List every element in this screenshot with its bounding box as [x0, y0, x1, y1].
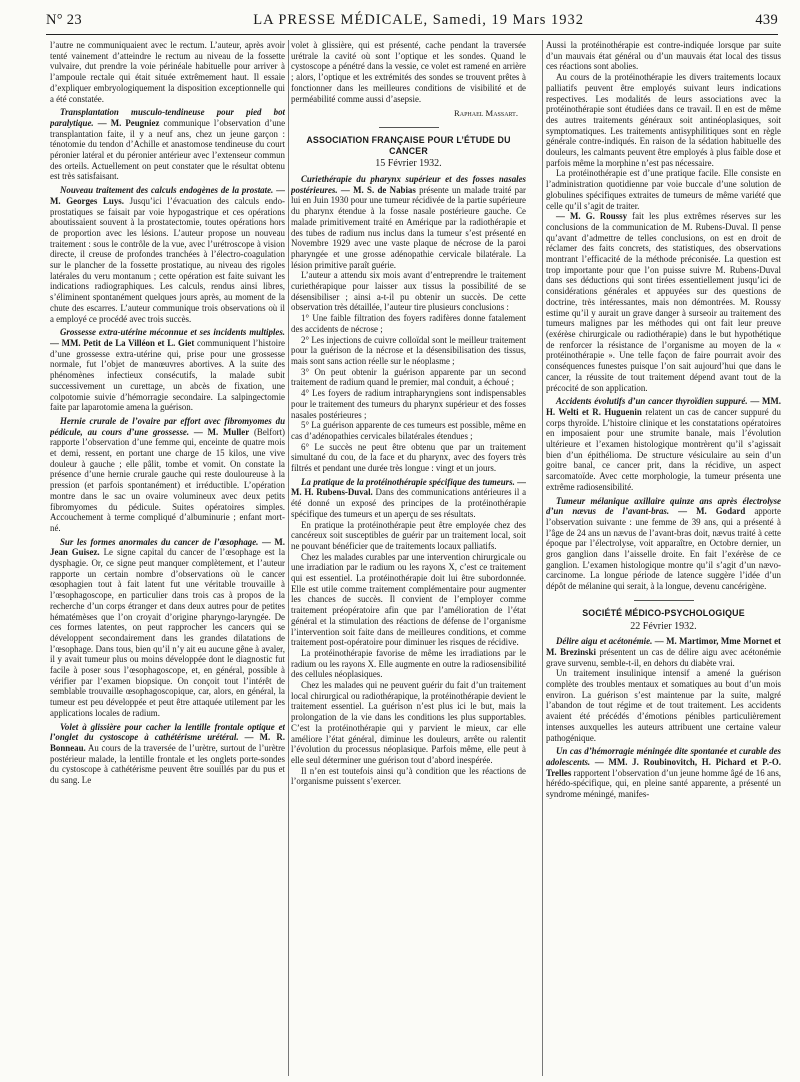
- article: [50, 185, 285, 324]
- article-text: communique l’observation d’une transplantation faite, il y a neuf ans, chez un jeune garçon : ténotomie du tendon d’Achille et anastomose tendineuse du court péronier latéral et du péronier antérieur avec l’extenseur commun des orteils. Actuellement on peut constater que le résultat obtenu est très satisfaisant.: [50, 117, 285, 182]
- conclusion-item: 6° Le succès ne peut être obtenu que par un traitement simultané du cou, de la face et du pharynx, avec des foyers très filtrés et pendant une durée très longue : vingt et un jours.: [291, 441, 526, 474]
- article-text: Au cours de la traversée de l’urètre, surtout de l’urètre postérieur malade, la lentille frontale et les onglets porte-sondes du cystoscope à cathétérisme peuvent être souillés par du pus et du sang. Le: [50, 743, 285, 786]
- article-text: relatent un cas de cancer suppuré du corps thyroïde. L’histoire clinique et les constatations opératoires en imposaient pour une strumite banale, mais l’évolution ultérieure et l’examen histologique montrèrent qu’il s’agissait bien d’un épithélioma. De structure vésiculaire au sein d’un goitre banal, ce cancer prit, dans la récidive, un aspect sarcomatoïde. Avec cette morphologie, la tumeur présenta une extrême radiosensibilité.: [546, 406, 781, 492]
- article-title: La pratique de la protéinothérapie spécifique des tumeurs.: [301, 476, 515, 487]
- article-author: — M. Georges Luys.: [50, 185, 285, 206]
- column-2: [291, 40, 526, 1076]
- paragraph: La protéinothérapie favorise de même les irradiations par le radium ou les rayons X. Elle augmente en outre la radiosensibilité des cellules néoplasiques.: [291, 647, 526, 680]
- article-author: — M. Martimor, Mme Mornet et M. Brezinski: [546, 636, 781, 657]
- section-heading: SOCIÉTÉ MÉDICO-PSYCHOLOGIQUE: [582, 607, 745, 619]
- conclusion-item: 4° Les foyers de radium intrapharyngiens sont indispensables pour le traitement des tumeurs du pharynx supérieur et des fosses nasales postérieures ;: [291, 388, 526, 420]
- article-title: Volet à glissière pour cacher la lentille frontale optique et l’onglet du cystoscope à cathétérisme urétéral.: [50, 721, 285, 743]
- conclusion-item: 1° Une faible filtration des foyers radifères donne fatalement des accidents de nécrose ;: [291, 313, 526, 334]
- article-author: — M. Muller: [193, 426, 250, 437]
- column-1: [50, 40, 285, 1076]
- conclusion-item: 2° Les injections de cuivre colloïdal sont le meilleur traitement pour la guérison de la nécrose et la désensibilisation des tissus, mais sont sans action réelle sur le néoplasme ;: [291, 334, 526, 366]
- article-title: Grossesse extra-utérine méconnue et ses incidents multiples.: [60, 327, 285, 338]
- article: [50, 537, 285, 719]
- session-date: 22 Février 1932.: [630, 620, 697, 632]
- paragraph: L’auteur a attendu six mois avant d’entreprendre le traitement curiethérapique pour laisser aux tissus la possibilité de se désensibiliser ; ainsi a-t-il pu obtenir un succès. De cette observation très détaillée, l’auteur tire plusieurs conclusions :: [291, 270, 526, 313]
- journal-title: LA PRESSE MÉDICALE, Samedi, 19 Mars 1932: [253, 11, 585, 28]
- section-rule: [379, 127, 439, 128]
- article-author: — M. R. Bonneau.: [50, 732, 285, 753]
- paragraph: En pratique la protéinothérapie peut être employée chez des cancéreux soit susceptibles de guérir par un traitement local, soit ne pouvant bénéficier que de traitements locaux palliatifs.: [291, 519, 526, 551]
- paragraph: l’autre ne communiquaient avec le rectum. L’auteur, après avoir tenté vainement d’atteindre le rectum au niveau de la fossette vulvaire, dut prendre la voie périnéale habituelle pour arriver à l’ampoule rectale qui était située extrêmement haut. Il essaie d’expliquer embryologiquement la disposition exceptionnelle qui a été constatée.: [50, 40, 285, 104]
- article: [50, 722, 285, 786]
- article-author: — M. Peugniez: [97, 117, 160, 128]
- article-text: communiquent l’histoire d’une grossesse extra-utérine qui, prise pour une grossesse normale, fut l’objet de manœuvres abortives. A la suite des phénomènes infectieux consécutifs, la malade subit successivement un curettage, un abcès de fixation, une colpotomie suivie d’hémorragie secondaire. La salpingectomie faite par laparotomie amena la guérison.: [50, 337, 285, 413]
- column-divider: [542, 40, 543, 1076]
- article-title: Nouveau traitement des calculs endogènes de la prostate.: [60, 185, 274, 196]
- article-text: fait les plus extrêmes réserves sur les conclusions de la communication de M. Rubens-Duval. Il pense qu’avant d’admettre de telles conclusions, on est en droit de réclamer des faits concrets, des statistiques, des observations montrant l’efficacité de la méthode préconisée. La question est trop importante pour que l’on puisse suivre M. Rubens-Duval dans ses déductions qui sont tirées essentiellement jusqu’ici de considérations générales et appuyées sur des questions de doctrine, très intéressantes, mais non démontrées. M. Roussy estime qu’il y aurait un grave danger à surseoir au traitement des tumeurs malignes par les méthodes qui ont fait leur preuve (exérèse chirurgicale ou radiothérapie) dans le but hypothétique de renforcer la résistance de l’organisme au moyen de la « protéinothérapie ». Une telle façon de faire pourrait avoir des conséquences funestes puisque l’on sait aujourd’hui que dans le cancer, la réussite de tout traitement dépend avant tout de la précocité de son application.: [546, 211, 781, 393]
- article: [546, 211, 781, 393]
- paragraph: La protéinothérapie est d’une pratique facile. Elle consiste en l’administration quotidienne par voie buccale d’une solution de globulines spécifiques extraites de tumeurs de même variété que celle qu’il s’agit de traiter.: [546, 168, 781, 211]
- section-heading: ASSOCIATION FRANÇAISE POUR L’ÉTUDE DU CANCER: [306, 134, 511, 157]
- article: [546, 636, 781, 668]
- session-date: 15 Février 1932.: [375, 158, 442, 170]
- article-text: (Belfort) rapporte l’observation d’une femme qui, enceinte de quatre mois et demi, ressent, en portant une charge de 15 kilos, une vive douleur à gauche ; elle pâlit, tombe et vomit. On constate la présence d’une hernie crurale gauche qui reste douloureuse à la pression (et parfois spontanément) et irréductible. L’opération montre dans le sac un ovaire volumineux avec deux petits fibromyomes du pédicule. Suites opératoires simples. Accouchement à terme compliqué d’albuminurie ; enfant mort-né.: [50, 426, 285, 533]
- paragraph: Aussi la protéinothérapie est contre-indiquée lorsque par suite d’un mauvais état général ou d’un mauvais état local des tissus ces réactions sont abolies.: [546, 40, 781, 72]
- article-author: — M. Godard: [678, 506, 746, 517]
- paragraph: Il n’en est toutefois ainsi qu’à condition que les réactions de l’organisme puissent s’exercer.: [291, 765, 526, 787]
- article-title: Tumeur mélanique axillaire quinze ans après électrolyse d’un nævus de l’avant-bras.: [546, 495, 781, 517]
- article-text: Le signe capital du cancer de l’œsophage est la dysphagie. Or, ce signe peut manquer complètement, et l’auteur rapporte un certain nombre d’observations où le cancer œsophagien tout à fait latent fut une véritable trouvaille à l’œsophagoscope, en particulier dans trois cas à propos de la recherche d’un corps étranger et dans deux autres pour de petites hématémèses que l’on croyait d’origine pharyngo-laryngée. De ces formes latentes, on peut rapprocher les cancers qui se développent secondairement dans les grandes dilatations de l’œsophage. Dans tous, bien qu’il n’y ait eu aucune gêne à avaler, il y avait tumeur plus ou moins développée dont le diagnostic fut facile à poser sous l’œsophagoscope, et, en général, possible à vérifier par l’examen biopsique. On conçoit tout l’intérêt de semblable trouvaille œsophagoscopique, car, alors, en général, la tumeur est peu développée et peut être attaquée utilement par les applications locales de radium.: [50, 547, 285, 718]
- article-title: Accidents évolutifs d’un cancer thyroïdien suppuré.: [556, 396, 748, 407]
- article-title: Délire aigu et acétonémie.: [556, 636, 653, 647]
- article: [50, 107, 285, 182]
- header-rule: [46, 34, 778, 35]
- article-title: Hernie crurale de l’ovaire par effort avec fibromyomes du pédicule, au cours d’une grossesse.: [50, 415, 285, 437]
- article: [291, 477, 526, 520]
- article: [291, 174, 526, 270]
- article-text: apporte l’observation suivante : une femme de 39 ans, qui a présenté à l’âge de 24 ans un nævus de l’avant-bras doit, nævus traité à cette époque par l’électrolyse, voit apparaître, en Octobre dernier, un gros ganglion dans l’aisselle droite. En fait l’exérèse de ce ganglion. L’examen histologique montre qu’il s’agit d’un nævo-carcinome. La longue période de latence suggère l’idée d’un dépôt de mélanine qui serait, à la longue, devenu cancérigène.: [546, 506, 781, 592]
- paragraph: Chez les malades qui ne peuvent guérir du fait d’un traitement local chirurgical ou radiothérapique, la protéinothérapie devient le traitement essentiel. La guérison n’est plus ici le but, mais la prolongation de la vie dans les conditions les plus supportables. C’est la protéinothérapie qui y parvient le mieux, car elle améliore l’état général, diminue les douleurs, arrête ou ralentit l’évolution du processus néoplasique. Parfois même, elle peut à elle seul déterminer une guérison tout d’abord inespérée.: [291, 680, 526, 765]
- article-title: Curiethérapie du pharynx supérieur et des fosses nasales postérieures.: [291, 174, 526, 195]
- article-title: Un cas d’hémorragie méningée dite spontanée et curable des adolescents.: [546, 746, 781, 767]
- article-text: présente un malade traité par lui en Juin 1930 pour une tumeur récidivée de la partie supérieure du pharynx étendue à la fosse nasale postérieure gauche. Ce malade primitivement traité en Amérique par la radiothérapie et des tubes de radium nus inclus dans la tumeur s’est présenté en Novembre 1929 avec une vaste plaque de nécrose de la paroi pharyngée et une grosse adénopathie cervicale bilatérale. La lésion primitive paraît guérie.: [291, 184, 526, 270]
- article: [50, 416, 285, 534]
- article-author: — MM. Petit de La Villéon et L. Giet: [50, 337, 195, 348]
- article-author: — M. H. Rubens-Duval.: [291, 476, 526, 498]
- conclusion-item: 5° La guérison apparente de ces tumeurs est possible, même en cas d’adénopathies cervicales bilatérales étendues ;: [291, 420, 526, 441]
- article-author: — MM. J. Roubinovitch, H. Pichard et P.-O. Trelles: [546, 757, 781, 778]
- signature: Raphael Massart.: [454, 108, 518, 119]
- article-author: — MM. H. Welti et R. Huguenin: [546, 396, 781, 417]
- paragraph: Chez les malades curables par une intervention chirurgicale ou une irradiation par le radium ou les rayons X, c’est ce traitement qui est essentiel. La protéinothérapie doit lui être subordonnée. Elle est utile comme traitement complémentaire pour augmenter les chances de succès. Il convient de l’employer comme traitement préopératoire afin que par l’amélioration de l’état général et la stimulation des réactions de défense de l’organisme l’intervention soit faite dans de meilleures conditions, et comme traitement post-opératoire pour diminuer les risques de récidive.: [291, 551, 526, 648]
- paragraph: Au cours de la protéinothérapie les divers traitements locaux palliatifs peuvent être employés suivant leurs indications respectives. Les modalités de leurs associations avec la protéinothérapie sont étudiées dans ce travail. Il en est de même des autres traitements généraux soit antinéoplasiques, soit symptomatiques. Les traitements antisyphilitiques sont en règle générale contre-indiqués. En raison de la sédation habituelle des douleurs, les calmants peuvent être employés à plus faible dose et parfois même la morphine n’est pas nécessaire.: [546, 72, 781, 168]
- article-text: Jusqu’ici l’évacuation des calculs endo-prostatiques se faisait par voie hypogastrique et ces opérations aboutissaient souvent à la prostatectomie, toutes opérations hors de proportion avec les lésions. L’auteur propose un nouveau traitement : sous le contrôle de la vue, avec l’urétroscope à vision directe, il creuse de profondes tranchées à l’électro-coagulation sur le plancher de la fossette prostatique, au niveau des rigoles latérales du veru montanum ; cette opération est faite suivant les indications radiographiques. Les calculs, rendus ainsi libres, s’éliminent spontanément quelques jours après, au moment de la chute des escarres. L’auteur communique trois observations où il a employé ce procédé avec trois succès.: [50, 195, 285, 324]
- article: [50, 327, 285, 413]
- article-author: — M. Jean Guisez.: [50, 536, 285, 558]
- section-rule: [634, 600, 694, 601]
- conclusion-item: 3° On peut obtenir la guérison apparente par un second traitement de radium quand le premier, mal conduit, a échoué ;: [291, 366, 526, 388]
- page-number: 439: [755, 11, 778, 28]
- article: [546, 396, 781, 492]
- article-title: Transplantation musculo-tendineuse pour pied bot paralytique.: [50, 107, 285, 128]
- column-divider: [288, 40, 289, 1076]
- article-author: — M. G. Roussy: [556, 211, 628, 222]
- issue-number: N° 23: [46, 11, 82, 28]
- article-text: Dans des communications antérieures il a été donné un exposé des principes de la protéinothérapie spécifique des tumeurs et un aperçu de ses résultats.: [291, 487, 526, 519]
- article-text: présentent un cas de délire aigu avec acétonémie grave survenu, semble-t-il, en dehors du diabète vrai.: [546, 646, 781, 668]
- paragraph: Un traitement insulinique intensif a amené la guérison complète des troubles mentaux et somatiques au bout d’un mois environ. La guérison s’est maintenue par la suite, malgré l’abandon de tout régime et de tout traitement. Les accidents avaient été précédés d’émotions pénibles particulièrement intenses auxquelles les auteurs attribuent une certaine valeur pathogénique.: [546, 668, 781, 743]
- article: [546, 746, 781, 800]
- article-title: Sur les formes anormales du cancer de l’œsophage.: [60, 536, 259, 547]
- column-3: [546, 40, 781, 1076]
- article-author: — M. S. de Nabias: [340, 184, 416, 195]
- article-text: rapportent l’observation d’un jeune homme âgé de 16 ans, hérédo-spécifique, qui, en pleine santé apparente, a présenté un syndrome méningé, manifes-: [546, 767, 781, 800]
- paragraph: volet à glissière, qui est présenté, cache pendant la traversée urétrale la cavité où sont l’optique et les sondes. Quand le cystoscope a pénétré dans la vessie, ce volet est ramené en arrière ; alors, l’optique et les extrémités des sondes se trouvent prêtes à fonctionner dans les meilleures conditions de visibilité et de perméabilité comme aussi d’asepsie.: [291, 40, 526, 104]
- running-head: [46, 8, 778, 32]
- article: [546, 496, 781, 592]
